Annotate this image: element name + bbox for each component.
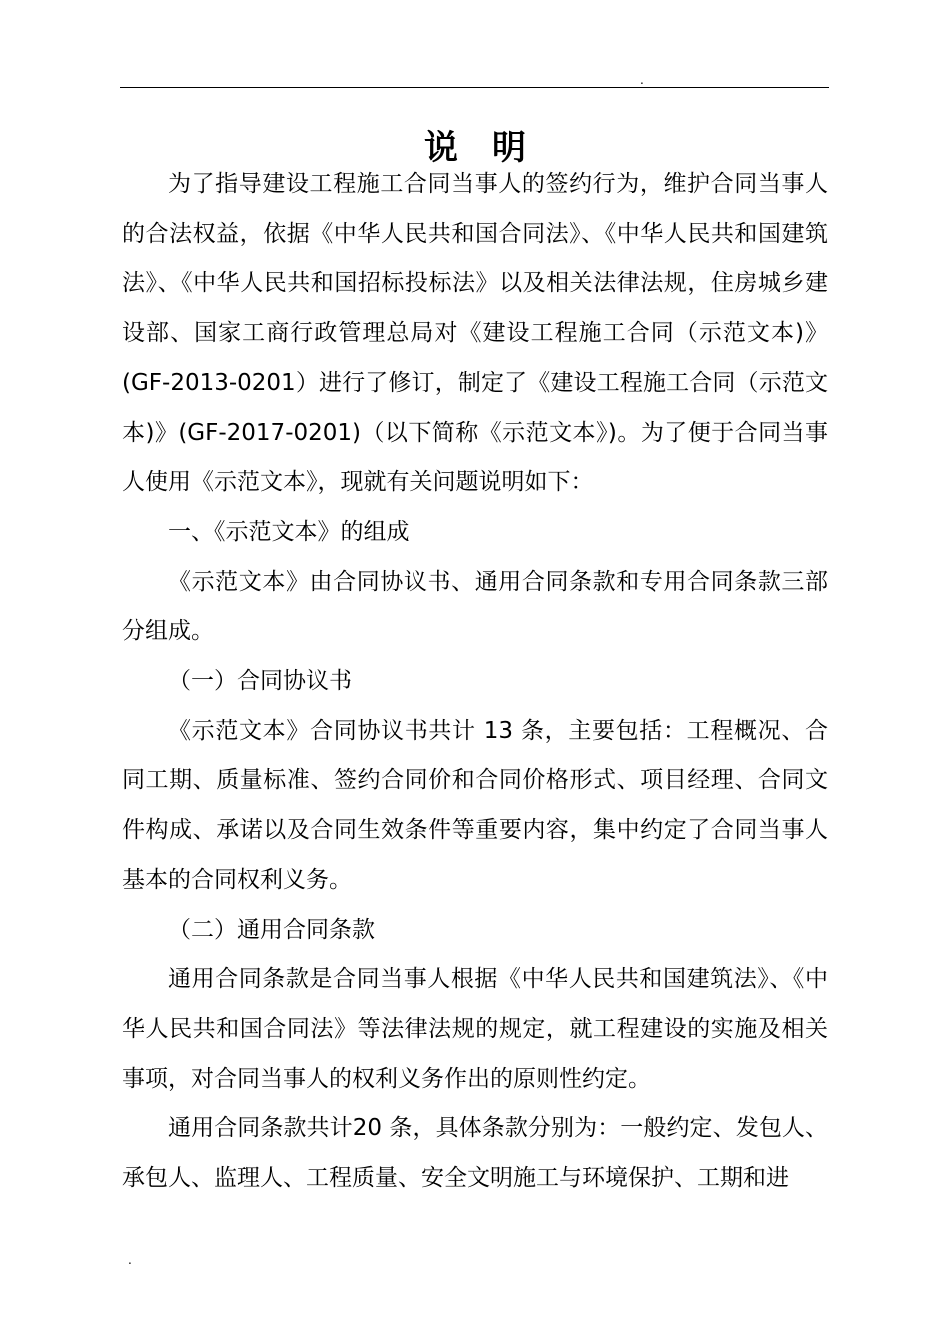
paragraph-general-terms: 通用合同条款是合同当事人根据《中华人民共和国建筑法》、《中华人民共和国合同法》等法律法规的规定，就工程建设的实施及相关事项，对合同当事人的权利义务作出的原则性约定。 (122, 966, 828, 1092)
paragraph-intro: 为了指导建设工程施工合同当事人的签约行为，维护合同当事人的合法权益，依据《中华人民共和国合同法》、《中华人民共和国建筑法》、《中华人民共和国招标投标法》以及相关法律法规，住房城乡建设部、国家工商行政管理总局对《建设工程施工合同（示范文本)》(GF-2013-0201）进行了修订，制定了《建设工程施工合同（示范文本)》(GF-2017-0201)（以下简称《示范文本》)。为了便于合同当事人使用《示范文本》，现就有关问题说明如下： (122, 171, 828, 496)
header-mark: . (640, 73, 644, 87)
subsection-heading-agreement: （一）合同协议书 (168, 668, 352, 695)
footer-mark: . (128, 1253, 132, 1267)
section-heading-composition: 一、《示范文本》的组成 (168, 518, 410, 545)
document-body (122, 160, 828, 1204)
paragraph-general-terms-list: 通用合同条款共计20 条，具体条款分别为：一般约定、发包人、承包人、监理人、工程质量、安全文明施工与环境保护、工期和进 (122, 1115, 828, 1192)
page-title: 说 明 (424, 127, 526, 168)
paragraph-agreement: 《示范文本》合同协议书共计 13 条，主要包括：工程概况、合同工期、质量标准、签约合同价和合同价格形式、项目经理、合同文件构成、承诺以及合同生效条件等重要内容，集中约定了合同当事人基本的合同权利义务。 (122, 717, 828, 893)
paragraph-composition: 《示范文本》由合同协议书、通用合同条款和专用合同条款三部分组成。 (122, 568, 828, 645)
subsection-heading-general-terms: （二）通用合同条款 (168, 916, 375, 943)
header-rule (120, 87, 829, 88)
